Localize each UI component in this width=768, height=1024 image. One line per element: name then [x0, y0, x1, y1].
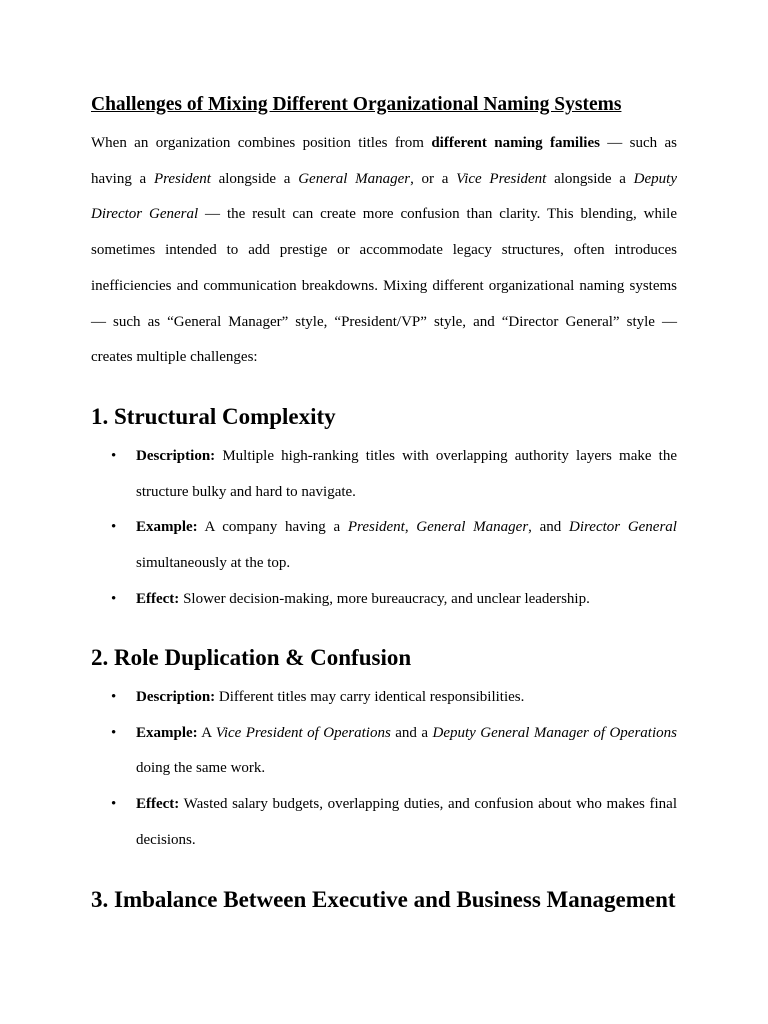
item-label: Effect:: [136, 590, 180, 607]
section-2-list: [91, 680, 677, 859]
section-heading-structural-complexity: 1. Structural Complexity: [91, 404, 336, 429]
item-text: Different titles may carry identical responsibilities.: [215, 689, 525, 705]
item-italic: Deputy General Manager of Operations: [432, 724, 677, 741]
intro-italic-title: President: [153, 170, 211, 187]
item-text: Multiple high-ranking titles with overlapping authority layers make the structure bulky and hard to navigate.: [136, 448, 677, 500]
item-italic: Vice President of Operations: [215, 724, 391, 741]
section-heading-imbalance: 3. Imbalance Between Executive and Business Management: [91, 887, 676, 912]
item-label: Description:: [136, 689, 216, 705]
list-item-example: [91, 716, 677, 787]
item-italic: President: [347, 519, 405, 536]
intro-italic-title: Vice President: [456, 170, 547, 187]
item-italic: General Manager: [416, 519, 529, 536]
intro-text: alongside a: [546, 170, 634, 187]
item-text: Wasted salary budgets, overlapping duties, and confusion about who makes final decisions.: [136, 796, 677, 848]
intro-text: — the result can create more confusion than clarity. This blending, while sometimes intended to add prestige or accommodate legacy structures, often introduces inefficiencies and communication breakdowns. Mixing different organizational naming systems — such as “General Manager” style, “President/VP” style, and “Director General” style — creates multiple challenges:: [91, 206, 677, 366]
item-text: and a: [390, 724, 433, 741]
list-item-effect: [91, 787, 677, 858]
item-text: Slower decision-making, more bureaucracy, and unclear leadership.: [179, 590, 590, 607]
section-1-list: [91, 439, 677, 618]
item-label: Effect:: [136, 796, 180, 813]
item-text: ,: [404, 519, 417, 536]
item-text: A: [197, 724, 216, 741]
intro-text: , or a: [410, 170, 457, 187]
intro-italic-title: General Manager: [298, 170, 411, 187]
item-label: Example:: [136, 724, 198, 741]
section-heading-role-duplication: 2. Role Duplication & Confusion: [91, 645, 412, 670]
list-item-description: [91, 680, 677, 716]
intro-italic-title: Deputy Director General: [91, 170, 677, 223]
item-label: Description:: [136, 448, 216, 464]
item-italic: Director General: [569, 519, 677, 536]
item-text: simultaneously at the top.: [136, 555, 291, 572]
list-item-example: [91, 510, 677, 581]
item-text: , and: [528, 519, 569, 536]
list-item-effect: [91, 582, 677, 618]
intro-text: alongside a: [210, 170, 299, 187]
item-text: A company having a: [197, 519, 348, 536]
document-title: Challenges of Mixing Different Organizational Naming Systems: [91, 94, 622, 115]
item-text: doing the same work.: [136, 760, 266, 777]
intro-bold-phrase: different naming families: [431, 135, 600, 151]
item-label: Example:: [136, 519, 198, 536]
intro-paragraph: [91, 126, 677, 376]
list-item-description: [91, 439, 677, 510]
intro-text: — such as having a: [91, 135, 678, 187]
intro-text: When an organization combines position titles from: [91, 135, 432, 151]
